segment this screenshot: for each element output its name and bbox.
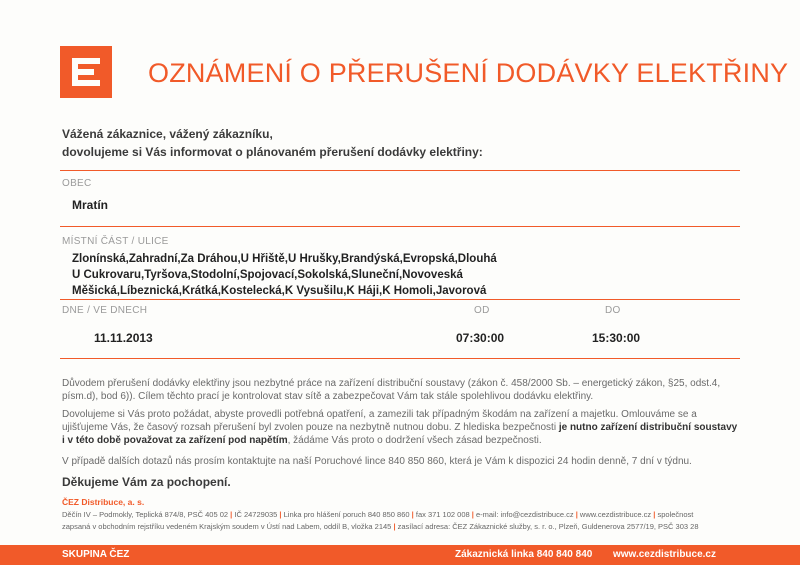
customer-hotline: Zákaznická linka 840 840 840: [455, 549, 593, 560]
cez-logo-icon: [60, 46, 112, 98]
page-title: OZNÁMENÍ O PŘERUŠENÍ DODÁVKY ELEKTŘINY: [148, 58, 789, 88]
divider: [60, 299, 740, 300]
company-info: Děčín IV – Podmokly, Teplická 874/8, PSČ 405 02 | IČ 24729035 | Linka pro hlášení poruch 840 850 860 | fax 371 102 008 | e-mail: info@cezdistribuce.cz | www.cezdistribuce.cz | společnost zapsaná v obchodním rejstříku vedeném Krajským soudem v Ústí nad Labem, oddíl B, vložka 2145 | zasílací adresa: ČEZ Zákaznické služby, s. r. o., Plzeň, Guldenerova 2577/19, PSČ 303 28: [62, 510, 699, 531]
streets-line: Měšická,Líbeznická,Krátká,Kostelecká,K Vysušilu,K Háji,K Homoli,Javorová: [72, 285, 487, 297]
from-label: OD: [474, 305, 490, 316]
to-value: 15:30:00: [592, 331, 641, 345]
obec-value: Mratín: [72, 198, 108, 212]
greeting-line-2: dovolujeme si Vás informovat o plánovaném přerušení dodávky elektřiny:: [62, 145, 483, 159]
divider: [60, 226, 740, 227]
greeting-line-1: Vážená zákaznice, vážený zákazníku,: [62, 127, 273, 141]
thanks-text: Děkujeme Vám za pochopení.: [62, 475, 231, 489]
footer-web-link[interactable]: www.cezdistribuce.cz: [613, 549, 716, 560]
streets-line: U Cukrovaru,Tyršova,Stodolní,Spojovací,Sokolská,Sluneční,Novoveská: [72, 269, 463, 281]
divider: [60, 170, 740, 171]
obec-label: OBEC: [62, 178, 92, 189]
date-label: DNE / VE DNECH: [62, 305, 148, 316]
cast-label: MÍSTNÍ ČÁST / ULICE: [62, 236, 169, 247]
footer-bar: [0, 545, 800, 565]
paragraph-safety: Dovolujeme si Vás proto požádat, abyste provedli potřebná opatření, a zamezili tak případným škodám na zařízení a majetku. Omlouváme se a ujišťujeme Vás, že časový rozsah přerušení byl zvolen pouze na nezbytně nutnou dobu. Z hlediska bezpečnosti je nutno zařízení distribuční soustavy i v této době považovat za zařízení pod napětím, žádáme Vás proto o dodržení všech zásad bezpečnosti.: [62, 409, 738, 446]
streets-list: [72, 251, 532, 299]
from-value: 07:30:00: [456, 331, 505, 345]
greeting: [62, 125, 762, 161]
company-name: ČEZ Distribuce, a. s.: [62, 497, 145, 507]
safety-warning: je nutno zařízení distribuční soustavy i v této době považovat za zařízení pod napětím: [62, 422, 738, 446]
paragraph-reason: Důvodem přerušení dodávky elektřiny jsou nezbytné práce na zařízení distribuční soustavy (zákon č. 458/2000 Sb. – energetický zákon, §25, odst.4, písm.d), bod 6)). Cílem těchto prací je kontrolovat stav sítě a zabezpečovat Vám tak stále spolehlivou dodávku elektřiny.: [62, 378, 721, 402]
paragraph-contact: V případě dalších dotazů nás prosím kontaktujte na naší Poruchové lince 840 850 860, která je Vám k dispozici 24 hodin denně, 7 dní v týdnu.: [62, 456, 692, 467]
divider: [60, 358, 740, 359]
date-value: 11.11.2013: [94, 331, 153, 345]
group-name: SKUPINA ČEZ: [62, 549, 130, 560]
to-label: DO: [605, 305, 621, 316]
streets-line: Zlonínská,Zahradní,Za Dráhou,U Hřiště,U Hrušky,Brandýská,Evropská,Dlouhá: [72, 253, 497, 265]
